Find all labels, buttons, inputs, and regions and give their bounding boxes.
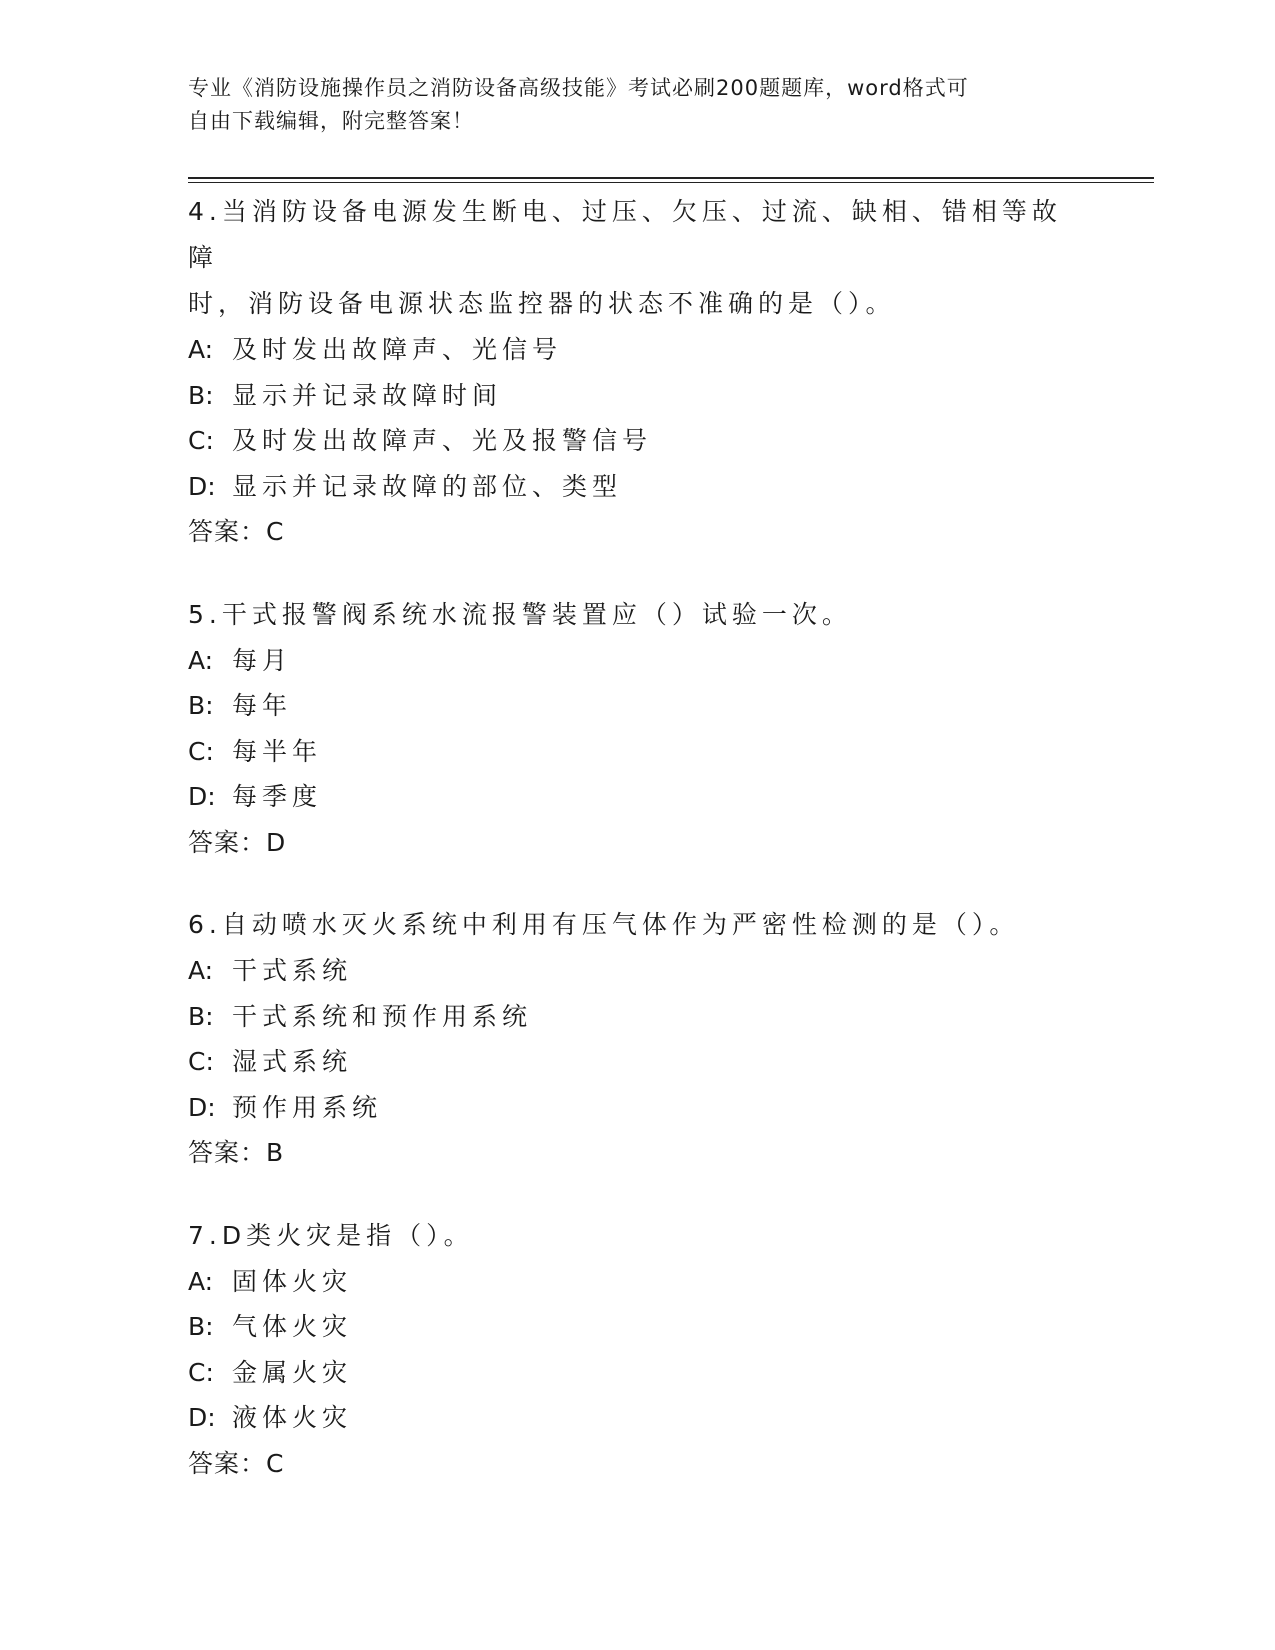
option-key: C: bbox=[188, 426, 214, 455]
question-stem-line-1: 4.当消防设备电源发生断电、过压、欠压、过流、缺相、错相等故障 bbox=[188, 197, 1062, 272]
answer: 答案：D bbox=[188, 827, 287, 857]
option-key: C: bbox=[188, 1047, 214, 1076]
option-a bbox=[188, 948, 1088, 994]
option-c bbox=[188, 418, 1088, 464]
option-c bbox=[188, 729, 1088, 775]
option-text: 湿式系统 bbox=[232, 1047, 353, 1076]
option-key: D: bbox=[188, 782, 216, 811]
option-key: D: bbox=[188, 471, 216, 501]
question-stem: 6.自动喷水灭火系统中利用有压气体作为严密性检测的是（）。 bbox=[188, 910, 1020, 939]
option-text: 液体火灾 bbox=[232, 1403, 353, 1432]
option-key: C: bbox=[188, 736, 214, 766]
option-text: 预作用系统 bbox=[232, 1092, 383, 1122]
option-a bbox=[188, 638, 1088, 684]
header-divider-thick bbox=[188, 177, 1154, 179]
question-7 bbox=[188, 1213, 1088, 1487]
option-text: 显示并记录故障的部位、类型 bbox=[232, 471, 623, 501]
header-line-2: 自由下载编辑，附完整答案！ bbox=[188, 109, 474, 133]
option-text: 每季度 bbox=[232, 782, 323, 811]
header-divider-thin bbox=[188, 182, 1154, 183]
option-text: 每年 bbox=[232, 691, 293, 720]
option-text: 固体火灾 bbox=[232, 1266, 353, 1296]
option-c bbox=[188, 1350, 1088, 1396]
question-list bbox=[188, 189, 1088, 1523]
answer: 答案：C bbox=[188, 517, 285, 546]
header-line-1: 专业《消防设施操作员之消防设备高级技能》考试必刷200题题库，word格式可 bbox=[188, 76, 969, 100]
question-stem: 7.D类火灾是指（）。 bbox=[188, 1220, 474, 1250]
option-b bbox=[188, 683, 1088, 729]
option-b bbox=[188, 994, 1088, 1040]
question-6 bbox=[188, 902, 1088, 1176]
option-key: B: bbox=[188, 691, 214, 720]
option-c bbox=[188, 1039, 1088, 1085]
option-d bbox=[188, 464, 1088, 510]
option-text: 及时发出故障声、光信号 bbox=[232, 335, 563, 364]
option-d bbox=[188, 1085, 1088, 1131]
answer: 答案：C bbox=[188, 1448, 285, 1478]
option-a bbox=[188, 327, 1088, 373]
answer: 答案：B bbox=[188, 1138, 285, 1167]
option-a bbox=[188, 1259, 1088, 1305]
question-4 bbox=[188, 189, 1088, 555]
question-stem bbox=[188, 189, 1088, 327]
option-b bbox=[188, 373, 1088, 419]
option-key: A: bbox=[188, 645, 214, 675]
option-key: B: bbox=[188, 380, 214, 410]
option-text: 干式系统 bbox=[232, 956, 353, 985]
option-key: B: bbox=[188, 1312, 214, 1341]
option-key: B: bbox=[188, 1001, 214, 1031]
question-stem: 5.干式报警阀系统水流报警装置应（）试验一次。 bbox=[188, 599, 852, 629]
option-b bbox=[188, 1304, 1088, 1350]
option-text: 每半年 bbox=[232, 736, 323, 766]
option-d bbox=[188, 1395, 1088, 1441]
option-text: 干式系统和预作用系统 bbox=[232, 1001, 533, 1031]
option-key: A: bbox=[188, 1266, 214, 1296]
option-key: D: bbox=[188, 1092, 216, 1122]
option-d bbox=[188, 774, 1088, 820]
option-key: D: bbox=[188, 1403, 216, 1432]
option-text: 每月 bbox=[232, 645, 293, 675]
option-key: C: bbox=[188, 1357, 214, 1387]
option-text: 气体火灾 bbox=[232, 1312, 353, 1341]
option-key: A: bbox=[188, 956, 214, 985]
option-text: 显示并记录故障时间 bbox=[232, 380, 503, 410]
question-5 bbox=[188, 592, 1088, 866]
option-key: A: bbox=[188, 335, 214, 364]
option-text: 及时发出故障声、光及报警信号 bbox=[232, 426, 653, 455]
question-stem-line-2: 时，消防设备电源状态监控器的状态不准确的是（）。 bbox=[188, 289, 896, 318]
option-text: 金属火灾 bbox=[232, 1357, 353, 1387]
document-header bbox=[188, 72, 1068, 138]
